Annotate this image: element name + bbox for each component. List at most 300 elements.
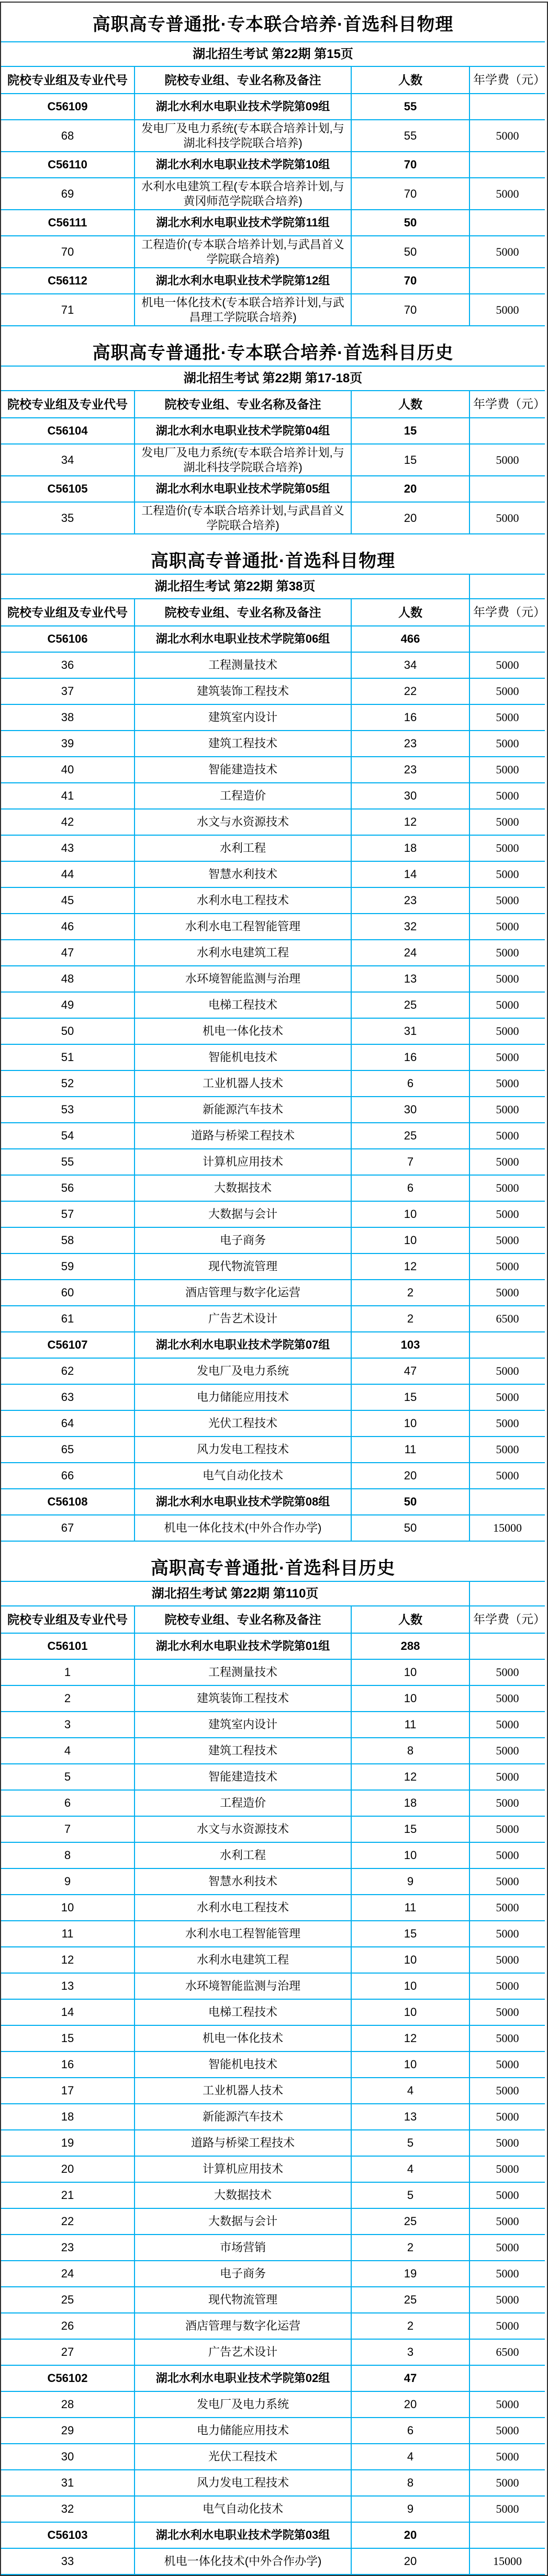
cell-count: 13 (352, 966, 470, 993)
cell-count: 11 (352, 1437, 470, 1463)
cell-count: 2 (352, 2313, 470, 2340)
cell-fee: 5000 (470, 1738, 545, 1764)
cell-fee: 5000 (470, 1817, 545, 1843)
cell-count: 16 (352, 1045, 470, 1071)
cell-count: 2 (352, 2235, 470, 2261)
cell-fee: 5000 (470, 836, 545, 862)
cell-count: 30 (352, 783, 470, 810)
cell-count: 20 (352, 2523, 470, 2549)
cell-count: 5 (352, 2183, 470, 2209)
cell-count: 19 (352, 2261, 470, 2287)
cell-name: 湖北水利水电职业技术学院第04组 (135, 418, 352, 444)
cell-count: 70 (352, 268, 470, 294)
cell-code: 33 (1, 2549, 135, 2575)
cell-count: 24 (352, 940, 470, 966)
cell-fee: 5000 (470, 1869, 545, 1895)
cell-name: 建筑装饰工程技术 (135, 679, 352, 705)
cell-count: 5 (352, 2130, 470, 2157)
cell-name: 湖北水利水电职业技术学院第11组 (135, 210, 352, 236)
cell-fee: 5000 (470, 120, 545, 152)
cell-count: 23 (352, 757, 470, 783)
cell-code: 40 (1, 757, 135, 783)
cell-fee: 5000 (470, 993, 545, 1019)
cell-name: 智能机电技术 (135, 2052, 352, 2078)
cell-name: 智慧水利技术 (135, 1869, 352, 1895)
cell-code: 70 (1, 236, 135, 268)
cell-count: 15 (352, 1385, 470, 1411)
cell-code: C56105 (1, 476, 135, 503)
cell-count: 4 (352, 2078, 470, 2104)
cell-fee: 15000 (470, 1515, 545, 1542)
cell-code: 54 (1, 1123, 135, 1149)
cell-code: 60 (1, 1280, 135, 1306)
cell-name: 光伏工程技术 (135, 2444, 352, 2470)
cell-name: 发电厂及电力系统 (135, 2392, 352, 2418)
cell-count: 10 (352, 1843, 470, 1869)
cell-fee: 5000 (470, 1974, 545, 2000)
cell-fee: 5000 (470, 2287, 545, 2313)
cell-count: 55 (352, 120, 470, 152)
cell-code: 8 (1, 1843, 135, 1869)
cell-code: 56 (1, 1176, 135, 1202)
cell-fee: 5000 (470, 1202, 545, 1228)
cell-count: 31 (352, 1019, 470, 1045)
cell-name: 水利水电工程技术 (135, 1895, 352, 1921)
cell-fee: 5000 (470, 1228, 545, 1254)
cell-code: 65 (1, 1437, 135, 1463)
section-title: 高职高专普通批·首选科目物理 (1, 534, 545, 575)
cell-name: 智慧水利技术 (135, 862, 352, 888)
cell-code: 63 (1, 1385, 135, 1411)
cell-code: 42 (1, 810, 135, 836)
cell-fee (470, 2366, 545, 2392)
cell-fee: 5000 (470, 731, 545, 757)
cell-fee (470, 94, 545, 120)
cell-code: 11 (1, 1921, 135, 1947)
cell-fee: 5000 (470, 757, 545, 783)
cell-name: 发电厂及电力系统(专本联合培养计划,与湖北科技学院联合培养) (135, 444, 352, 476)
cell-name: 电子商务 (135, 1228, 352, 1254)
cell-fee: 5000 (470, 2104, 545, 2130)
cell-count: 6 (352, 2418, 470, 2444)
cell-code: 14 (1, 2000, 135, 2026)
cell-code: 55 (1, 1149, 135, 1176)
cell-fee: 5000 (470, 294, 545, 326)
cell-name: 水利工程 (135, 836, 352, 862)
cell-code: 22 (1, 2209, 135, 2235)
cell-count: 15 (352, 444, 470, 476)
cell-code: 9 (1, 1869, 135, 1895)
column-header-0: 院校专业组及专业代号 (1, 391, 135, 418)
column-header-3: 年学费（元） (470, 67, 545, 94)
cell-fee: 6500 (470, 1306, 545, 1332)
cell-name: 道路与桥梁工程技术 (135, 2130, 352, 2157)
cell-code: 67 (1, 1515, 135, 1542)
cell-count: 47 (352, 2366, 470, 2392)
cell-code: 37 (1, 679, 135, 705)
cell-count: 20 (352, 2392, 470, 2418)
cell-fee: 5000 (470, 503, 545, 534)
cell-name: 工业机器人技术 (135, 1071, 352, 1097)
cell-fee (470, 152, 545, 178)
cell-count: 9 (352, 2497, 470, 2523)
column-header-1: 院校专业组、专业名称及备注 (135, 391, 352, 418)
cell-name: 现代物流管理 (135, 1254, 352, 1280)
cell-count: 11 (352, 1712, 470, 1738)
cell-count: 11 (352, 1895, 470, 1921)
cell-code: 64 (1, 1411, 135, 1437)
cell-fee: 5000 (470, 1411, 545, 1437)
cell-count: 20 (352, 1463, 470, 1489)
cell-name: 建筑工程技术 (135, 1738, 352, 1764)
cell-fee: 5000 (470, 679, 545, 705)
cell-fee (470, 476, 545, 503)
cell-fee: 5000 (470, 2497, 545, 2523)
cell-fee: 5000 (470, 1123, 545, 1149)
cell-fee: 5000 (470, 1097, 545, 1123)
cell-count: 10 (352, 2000, 470, 2026)
cell-name: 工程测量技术 (135, 653, 352, 679)
cell-code: 1 (1, 1660, 135, 1686)
cell-count: 6 (352, 1071, 470, 1097)
cell-fee: 5000 (470, 653, 545, 679)
cell-name: 建筑室内设计 (135, 705, 352, 731)
cell-name: 工业机器人技术 (135, 2078, 352, 2104)
cell-count: 15 (352, 1921, 470, 1947)
cell-fee: 5000 (470, 2470, 545, 2497)
cell-code: 47 (1, 940, 135, 966)
cell-count: 20 (352, 2549, 470, 2575)
cell-code: C56104 (1, 418, 135, 444)
cell-count: 8 (352, 2470, 470, 2497)
column-header-0: 院校专业组及专业代号 (1, 67, 135, 94)
cell-fee: 5000 (470, 2418, 545, 2444)
cell-count: 2 (352, 1306, 470, 1332)
cell-name: 电气自动化技术 (135, 2497, 352, 2523)
cell-fee: 5000 (470, 2183, 545, 2209)
cell-name: 大数据技术 (135, 1176, 352, 1202)
cell-name: 水利水电工程智能管理 (135, 1921, 352, 1947)
cell-name: 湖北水利水电职业技术学院第02组 (135, 2366, 352, 2392)
cell-code: C56109 (1, 94, 135, 120)
cell-code: 46 (1, 914, 135, 940)
cell-code: 13 (1, 1974, 135, 2000)
cell-name: 大数据与会计 (135, 1202, 352, 1228)
cell-fee: 5000 (470, 1019, 545, 1045)
cell-code: C56101 (1, 1634, 135, 1660)
cell-fee: 5000 (470, 1280, 545, 1306)
cell-fee: 5000 (470, 966, 545, 993)
cell-count: 47 (352, 1359, 470, 1385)
cell-count: 12 (352, 2026, 470, 2052)
cell-name: 水利水电工程技术 (135, 888, 352, 914)
cell-code: 4 (1, 1738, 135, 1764)
cell-name: 水利水电工程智能管理 (135, 914, 352, 940)
cell-code: 2 (1, 1686, 135, 1712)
cell-count: 16 (352, 705, 470, 731)
cell-count: 12 (352, 1254, 470, 1280)
cell-name: 工程造价(专本联合培养计划,与武昌首义学院联合培养) (135, 236, 352, 268)
cell-fee: 5000 (470, 2261, 545, 2287)
cell-fee: 5000 (470, 1895, 545, 1921)
cell-fee: 5000 (470, 1149, 545, 1176)
cell-count: 10 (352, 1228, 470, 1254)
cell-code: 15 (1, 2026, 135, 2052)
cell-code: C56103 (1, 2523, 135, 2549)
cell-count: 14 (352, 862, 470, 888)
cell-fee: 5000 (470, 783, 545, 810)
cell-fee: 6500 (470, 2340, 545, 2366)
cell-code: 48 (1, 966, 135, 993)
column-header-3: 年学费（元） (470, 599, 545, 626)
cell-count: 4 (352, 2157, 470, 2183)
cell-fee: 5000 (470, 1359, 545, 1385)
cell-name: 湖北水利水电职业技术学院第01组 (135, 1634, 352, 1660)
cell-name: 水利工程 (135, 1843, 352, 1869)
section-title: 高职高专普通批·首选科目历史 (1, 1542, 545, 1582)
cell-code: 38 (1, 705, 135, 731)
cell-count: 3 (352, 2340, 470, 2366)
cell-count: 4 (352, 2444, 470, 2470)
cell-fee: 5000 (470, 2026, 545, 2052)
section-subtitle: 湖北招生考试 第22期 第17-18页 (1, 367, 545, 391)
column-header-2: 人数 (352, 67, 470, 94)
cell-count: 30 (352, 1097, 470, 1123)
cell-fee: 5000 (470, 2000, 545, 2026)
cell-name: 机电一体化技术 (135, 2026, 352, 2052)
cell-name: 电子商务 (135, 2261, 352, 2287)
cell-fee: 5000 (470, 2392, 545, 2418)
cell-name: 建筑装饰工程技术 (135, 1686, 352, 1712)
cell-count: 15 (352, 418, 470, 444)
cell-name: 广告艺术设计 (135, 1306, 352, 1332)
cell-code: 59 (1, 1254, 135, 1280)
cell-name: 市场营销 (135, 2235, 352, 2261)
cell-name: 智能建造技术 (135, 1764, 352, 1791)
cell-fee (470, 1634, 545, 1660)
cell-code: 53 (1, 1097, 135, 1123)
cell-count: 288 (352, 1634, 470, 1660)
cell-fee: 5000 (470, 810, 545, 836)
cell-code: C56111 (1, 210, 135, 236)
cell-name: 工程测量技术 (135, 1660, 352, 1686)
column-header-1: 院校专业组、专业名称及备注 (135, 599, 352, 626)
cell-fee: 5000 (470, 1686, 545, 1712)
cell-code: 51 (1, 1045, 135, 1071)
cell-fee: 5000 (470, 1764, 545, 1791)
cell-count: 50 (352, 1515, 470, 1542)
cell-count: 50 (352, 1489, 470, 1515)
cell-fee: 5000 (470, 1660, 545, 1686)
cell-count: 12 (352, 810, 470, 836)
cell-code: 57 (1, 1202, 135, 1228)
cell-name: 建筑室内设计 (135, 1712, 352, 1738)
cell-code: 7 (1, 1817, 135, 1843)
section-title: 高职高专普通批·专本联合培养·首选科目历史 (1, 326, 545, 367)
cell-count: 8 (352, 1738, 470, 1764)
cell-fee: 5000 (470, 444, 545, 476)
cell-count: 50 (352, 236, 470, 268)
cell-code: 24 (1, 2261, 135, 2287)
cell-fee: 5000 (470, 1254, 545, 1280)
cell-count: 10 (352, 1411, 470, 1437)
cell-count: 10 (352, 1686, 470, 1712)
cell-fee: 5000 (470, 236, 545, 268)
cell-fee (470, 1489, 545, 1515)
cell-code: 39 (1, 731, 135, 757)
cell-code: 20 (1, 2157, 135, 2183)
cell-name: 计算机应用技术 (135, 2157, 352, 2183)
cell-code: 21 (1, 2183, 135, 2209)
cell-fee: 5000 (470, 1045, 545, 1071)
cell-name: 水利水电建筑工程 (135, 940, 352, 966)
cell-count: 55 (352, 94, 470, 120)
cell-count: 70 (352, 178, 470, 210)
cell-count: 12 (352, 1764, 470, 1791)
cell-name: 电力储能应用技术 (135, 1385, 352, 1411)
cell-name: 湖北水利水电职业技术学院第08组 (135, 1489, 352, 1515)
cell-fee: 5000 (470, 2235, 545, 2261)
cell-code: C56108 (1, 1489, 135, 1515)
cell-name: 智能建造技术 (135, 757, 352, 783)
cell-code: 43 (1, 836, 135, 862)
column-header-2: 人数 (352, 599, 470, 626)
cell-code: 34 (1, 444, 135, 476)
cell-name: 湖北水利水电职业技术学院第10组 (135, 152, 352, 178)
cell-name: 机电一体化技术(中外合作办学) (135, 2549, 352, 2575)
cell-code: 3 (1, 1712, 135, 1738)
cell-name: 酒店管理与数字化运营 (135, 1280, 352, 1306)
cell-fee: 5000 (470, 2130, 545, 2157)
cell-count: 10 (352, 1974, 470, 2000)
cell-code: 17 (1, 2078, 135, 2104)
cell-code: 61 (1, 1306, 135, 1332)
cell-code: 10 (1, 1895, 135, 1921)
cell-name: 水文与水资源技术 (135, 810, 352, 836)
cell-count: 7 (352, 1149, 470, 1176)
cell-name: 酒店管理与数字化运营 (135, 2313, 352, 2340)
cell-code: C56102 (1, 2366, 135, 2392)
cell-fee: 5000 (470, 1437, 545, 1463)
cell-fee: 5000 (470, 705, 545, 731)
cell-count: 6 (352, 1176, 470, 1202)
cell-code: 52 (1, 1071, 135, 1097)
cell-name: 湖北水利水电职业技术学院第09组 (135, 94, 352, 120)
cell-fee: 5000 (470, 1463, 545, 1489)
cell-count: 18 (352, 1791, 470, 1817)
section-subtitle: 湖北招生考试 第22期 第15页 (1, 42, 545, 67)
cell-count: 22 (352, 679, 470, 705)
cell-name: 水文与水资源技术 (135, 1817, 352, 1843)
column-header-2: 人数 (352, 1606, 470, 1634)
cell-count: 10 (352, 2052, 470, 2078)
cell-code: 27 (1, 2340, 135, 2366)
cell-count: 70 (352, 152, 470, 178)
cell-code: 16 (1, 2052, 135, 2078)
cell-name: 机电一体化技术 (135, 1019, 352, 1045)
cell-fee: 5000 (470, 914, 545, 940)
cell-fee: 5000 (470, 2052, 545, 2078)
cell-code: 19 (1, 2130, 135, 2157)
cell-code: 58 (1, 1228, 135, 1254)
cell-code: C56112 (1, 268, 135, 294)
cell-fee: 5000 (470, 1712, 545, 1738)
cell-code: C56106 (1, 626, 135, 653)
cell-code: 69 (1, 178, 135, 210)
cell-count: 25 (352, 2209, 470, 2235)
cell-count: 13 (352, 2104, 470, 2130)
cell-name: 风力发电工程技术 (135, 2470, 352, 2497)
cell-count: 25 (352, 993, 470, 1019)
column-header-2: 人数 (352, 391, 470, 418)
cell-name: 广告艺术设计 (135, 2340, 352, 2366)
cell-fee: 5000 (470, 2313, 545, 2340)
cell-fee: 5000 (470, 888, 545, 914)
admissions-table (0, 2, 548, 2576)
cell-name: 电气自动化技术 (135, 1463, 352, 1489)
cell-fee: 5000 (470, 2078, 545, 2104)
cell-name: 发电厂及电力系统(专本联合培养计划,与湖北科技学院联合培养) (135, 120, 352, 152)
cell-name: 湖北水利水电职业技术学院第12组 (135, 268, 352, 294)
cell-code: 25 (1, 2287, 135, 2313)
cell-fee: 5000 (470, 940, 545, 966)
cell-count: 32 (352, 914, 470, 940)
cell-code: 41 (1, 783, 135, 810)
cell-name: 电力储能应用技术 (135, 2418, 352, 2444)
cell-fee (470, 1332, 545, 1359)
cell-name: 水环境智能监测与治理 (135, 1974, 352, 2000)
cell-code: 68 (1, 120, 135, 152)
cell-code: 44 (1, 862, 135, 888)
column-header-0: 院校专业组及专业代号 (1, 1606, 135, 1634)
cell-code: 12 (1, 1947, 135, 1974)
cell-fee: 5000 (470, 862, 545, 888)
cell-code: 6 (1, 1791, 135, 1817)
cell-code: 35 (1, 503, 135, 534)
cell-fee: 15000 (470, 2549, 545, 2575)
cell-count: 10 (352, 1202, 470, 1228)
cell-name: 发电厂及电力系统 (135, 1359, 352, 1385)
cell-fee: 5000 (470, 1071, 545, 1097)
column-header-1: 院校专业组、专业名称及备注 (135, 67, 352, 94)
cell-count: 25 (352, 2287, 470, 2313)
cell-name: 计算机应用技术 (135, 1149, 352, 1176)
cell-fee: 5000 (470, 2157, 545, 2183)
cell-fee: 5000 (470, 1385, 545, 1411)
cell-code: 50 (1, 1019, 135, 1045)
cell-count: 2 (352, 1280, 470, 1306)
cell-name: 大数据技术 (135, 2183, 352, 2209)
cell-fee (470, 268, 545, 294)
cell-name: 湖北水利水电职业技术学院第07组 (135, 1332, 352, 1359)
cell-name: 工程造价(专本联合培养计划,与武昌首义学院联合培养) (135, 503, 352, 534)
cell-name: 水利水电建筑工程 (135, 1947, 352, 1974)
cell-count: 23 (352, 731, 470, 757)
cell-fee: 5000 (470, 1921, 545, 1947)
cell-count: 9 (352, 1869, 470, 1895)
cell-code: 29 (1, 2418, 135, 2444)
cell-name: 新能源汽车技术 (135, 1097, 352, 1123)
cell-code: 71 (1, 294, 135, 326)
cell-code: C56110 (1, 152, 135, 178)
cell-code: 26 (1, 2313, 135, 2340)
column-header-3: 年学费（元） (470, 391, 545, 418)
cell-fee: 5000 (470, 2444, 545, 2470)
cell-count: 70 (352, 294, 470, 326)
cell-fee (470, 418, 545, 444)
cell-name: 建筑工程技术 (135, 731, 352, 757)
cell-fee: 5000 (470, 178, 545, 210)
